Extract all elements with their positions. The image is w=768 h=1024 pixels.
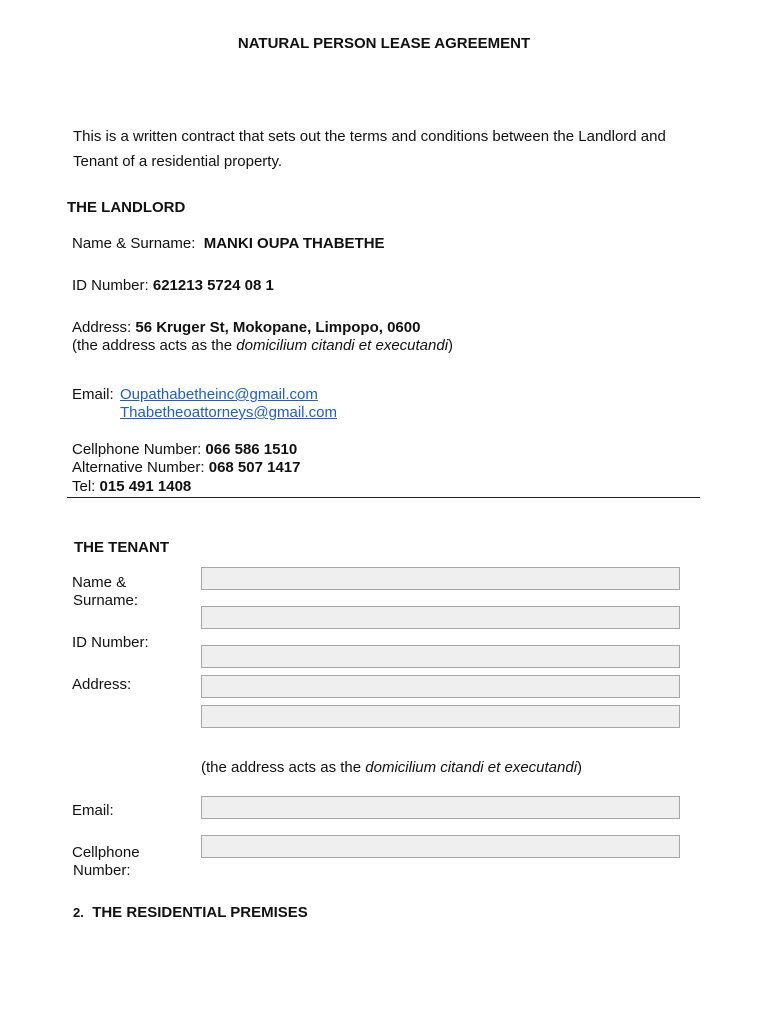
landlord-domicilium-post: ) <box>448 337 454 354</box>
landlord-cell-value: 066 586 1510 <box>205 441 298 458</box>
document-title: NATURAL PERSON LEASE AGREEMENT <box>237 35 531 52</box>
landlord-alt-label: Alternative Number: <box>72 459 205 476</box>
tenant-name-field-1[interactable] <box>201 567 680 590</box>
landlord-email-link-1[interactable]: Oupathabetheinc@gmail.com <box>120 386 318 403</box>
tenant-name-label-1: Name & <box>72 574 127 591</box>
landlord-address-label: Address: <box>72 319 132 336</box>
tenant-domicilium-post: ) <box>577 759 583 776</box>
tenant-name-label-2: Surname: <box>73 592 139 609</box>
landlord-email-label: Email: <box>72 386 114 403</box>
tenant-cell-label-1: Cellphone <box>72 844 140 861</box>
section-2-number: 2. <box>73 905 84 920</box>
tenant-email-label: Email: <box>72 802 114 819</box>
section-2-title: THE RESIDENTIAL PREMISES <box>92 904 308 921</box>
landlord-cell-row <box>72 441 297 459</box>
landlord-heading: THE LANDLORD <box>67 199 186 216</box>
tenant-domicilium-pre: (the address acts as the <box>201 759 362 776</box>
landlord-tel-value: 015 491 1408 <box>99 478 192 495</box>
tenant-cell-field[interactable] <box>201 835 680 858</box>
landlord-tel-label: Tel: <box>72 478 96 495</box>
intro-line-2: Tenant of a residential property. <box>73 153 283 170</box>
tenant-address-label: Address: <box>72 676 132 693</box>
landlord-id-value: 621213 5724 08 1 <box>152 277 274 294</box>
tenant-heading: THE TENANT <box>74 539 169 556</box>
tenant-domicilium-term: domicilium citandi et executandi <box>365 759 578 776</box>
landlord-domicilium-pre: (the address acts as the <box>72 337 233 354</box>
tenant-domicilium-note <box>201 759 582 777</box>
tenant-cell-label-2: Number: <box>73 862 131 879</box>
landlord-name-value: MANKI OUPA THABETHE <box>203 235 385 252</box>
landlord-alt-value: 068 507 1417 <box>208 459 301 476</box>
section-divider <box>67 497 700 498</box>
landlord-id-label: ID Number: <box>72 277 149 294</box>
tenant-email-field[interactable] <box>201 796 680 819</box>
landlord-tel-row <box>72 478 191 496</box>
tenant-id-label: ID Number: <box>72 634 149 651</box>
landlord-address-value: 56 Kruger St, Mokopane, Limpopo, 0600 <box>135 319 421 336</box>
landlord-alt-row <box>72 459 301 477</box>
section-2-heading <box>73 904 308 922</box>
landlord-name-label: Name & Surname: <box>72 235 196 252</box>
landlord-domicilium-note <box>72 337 453 355</box>
tenant-address-field-2[interactable] <box>201 705 680 728</box>
tenant-address-field-1[interactable] <box>201 675 680 698</box>
tenant-id-field[interactable] <box>201 645 680 668</box>
intro-line-1: This is a written contract that sets out the terms and conditions between the Landlord and <box>73 128 666 145</box>
landlord-domicilium-term: domicilium citandi et executandi <box>236 337 449 354</box>
landlord-address-row <box>72 319 420 337</box>
landlord-id-row <box>72 277 274 295</box>
landlord-email-link-2[interactable]: Thabetheoattorneys@gmail.com <box>120 404 338 421</box>
tenant-name-field-2[interactable] <box>201 606 680 629</box>
landlord-name-row <box>72 235 385 253</box>
landlord-cell-label: Cellphone Number: <box>72 441 202 458</box>
